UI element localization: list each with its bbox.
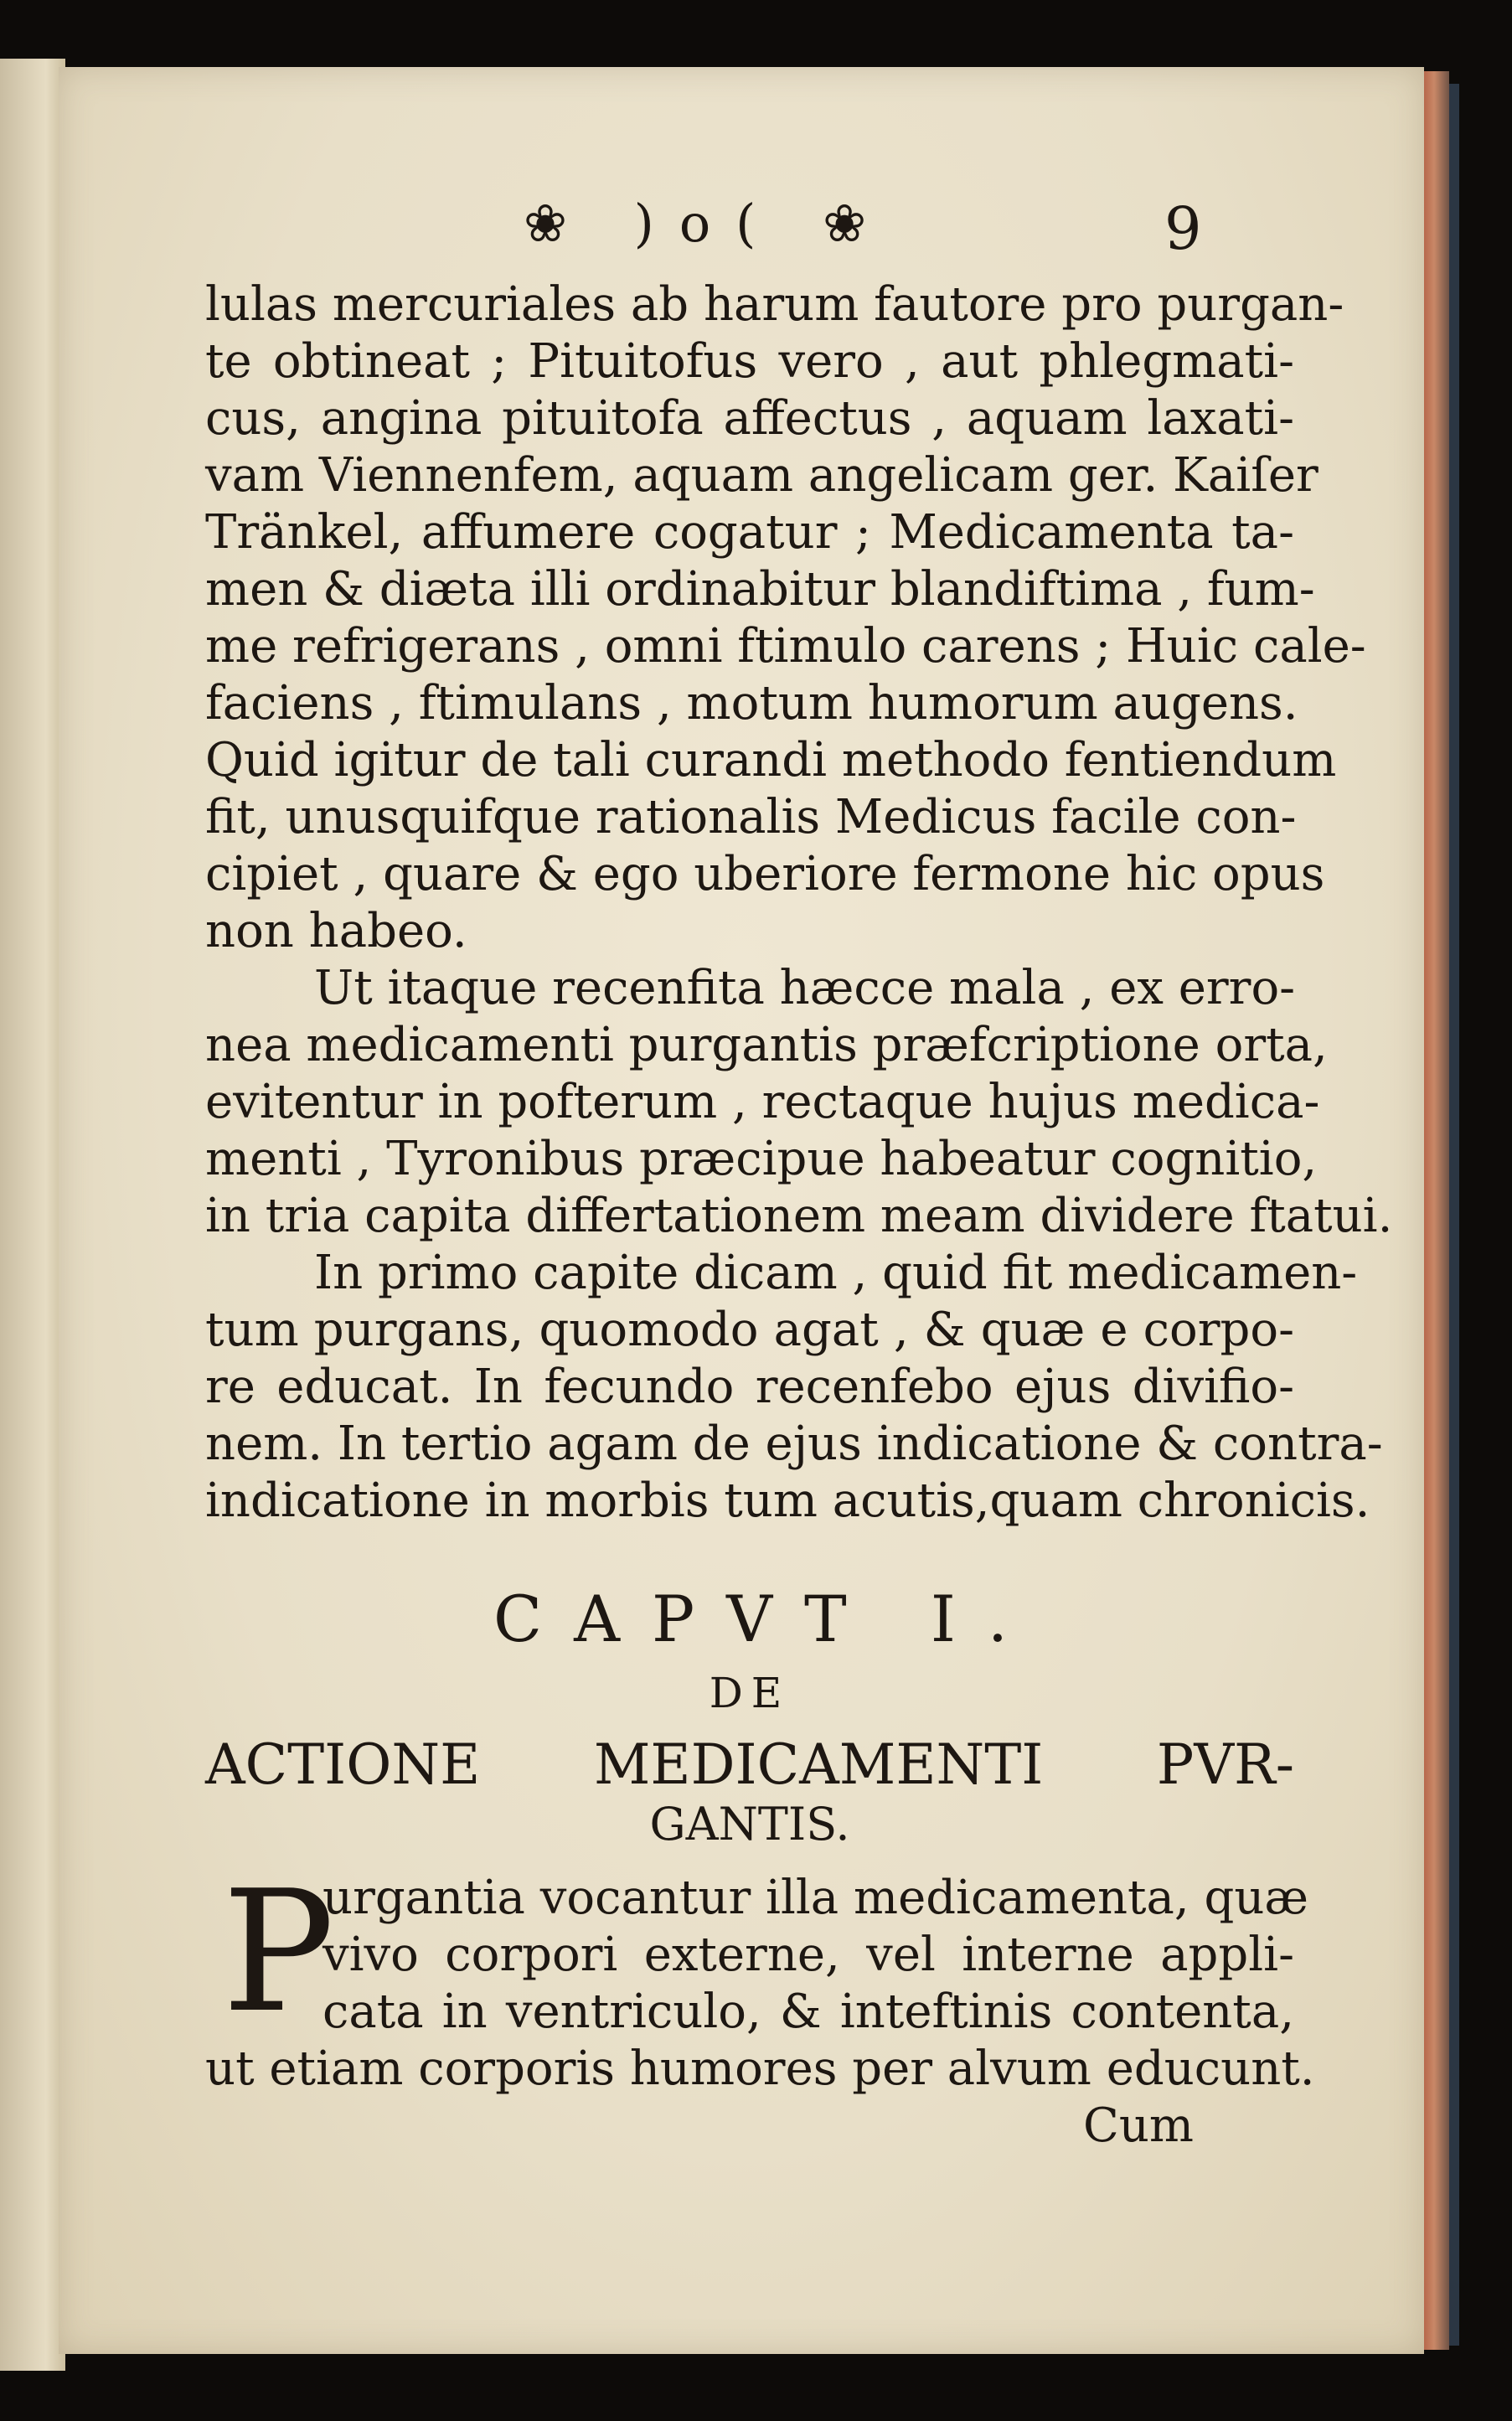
text-line: ut etiam corporis humores per alvum educunt.: [205, 2042, 1315, 2096]
text-line: nea medicamenti purgantis præfcriptione orta,: [205, 1018, 1328, 1072]
page-text: [205, 193, 1393, 2155]
drop-capital: P: [222, 1855, 335, 2050]
page-number: 9: [1164, 194, 1202, 263]
text-line: te obtineat ; Pituitofus vero , aut phlegmati-: [205, 334, 1294, 389]
paragraph-2: [205, 960, 1393, 1245]
paragraph-4: [205, 1855, 1315, 2098]
text-line: men & diæta illi ordinabitur blandiftima , fum-: [205, 562, 1315, 617]
text-line: indicatione in morbis tum acutis,quam chronicis.: [205, 1474, 1370, 1528]
text-line: urgantia vocantur illa medicamenta, quæ: [323, 1871, 1309, 1925]
text-line: Tränkel, affumere cogatur ; Medicamenta ta-: [205, 505, 1294, 560]
chapter-title-line-1: ACTIONE MEDICAMENTI PVR-: [205, 1732, 1294, 1797]
text-line: nem. In tertio agam de ejus indicatione & contra-: [205, 1417, 1383, 1471]
text-line: vam Viennenfem, aquam angelicam ger. Kaiſer: [205, 448, 1318, 503]
running-header: [205, 193, 1294, 276]
text-line: In primo capite dicam , quid fit medicamen-: [314, 1246, 1358, 1300]
text-line: evitentur in pofterum , rectaque hujus medica-: [205, 1075, 1320, 1129]
header-ornament: ❀ )o( ❀: [524, 193, 892, 254]
chapter-de: DE: [709, 1669, 791, 1717]
text-line: tum purgans, quomodo agat , & quæ e corpo-: [205, 1303, 1294, 1357]
paragraph-3: [205, 1245, 1383, 1530]
text-line: cipiet , quare & ego uberiore fermone hic opus: [205, 847, 1325, 901]
text-line: me refrigerans , omni ftimulo carens ; Huic cale-: [205, 619, 1366, 674]
text-line: faciens , ftimulans , motum humorum augens.: [205, 676, 1298, 730]
catchword: Cum: [1082, 2098, 1194, 2153]
text-line: non habeo.: [205, 904, 467, 958]
text-line: Quid igitur de tali curandi methodo fentiendum: [205, 733, 1337, 787]
paragraph-1: [205, 276, 1366, 960]
text-line: lulas mercuriales ab harum fautore pro purgan-: [205, 277, 1344, 332]
text-line: cus, angina pituitofa affectus , aquam laxati-: [205, 391, 1294, 446]
text-line: fit, unusquifque rationalis Medicus facile con-: [205, 790, 1297, 844]
facing-page-edge: [0, 59, 65, 2371]
text-line: in tria capita differtationem meam dividere ftatui.: [205, 1189, 1393, 1243]
text-line: re educat. In fecundo recenfebo ejus divifio-: [205, 1360, 1294, 1414]
text-line: menti , Tyronibus præcipue habeatur cognitio,: [205, 1132, 1318, 1186]
text-line: cata in ventriculo, & inteftinis contenta,: [323, 1985, 1294, 2039]
book-cover-edge: [1449, 84, 1459, 2346]
text-line: Ut itaque recenfita hæcce mala , ex erro-: [314, 961, 1296, 1015]
page-edge-red: [1424, 71, 1449, 2350]
chapter-title-line-2: GANTIS.: [649, 1798, 850, 1851]
text-line: vivo corpori externe, vel interne appli-: [323, 1928, 1294, 1982]
chapter-heading: CAPVT I.: [493, 1582, 1040, 1656]
